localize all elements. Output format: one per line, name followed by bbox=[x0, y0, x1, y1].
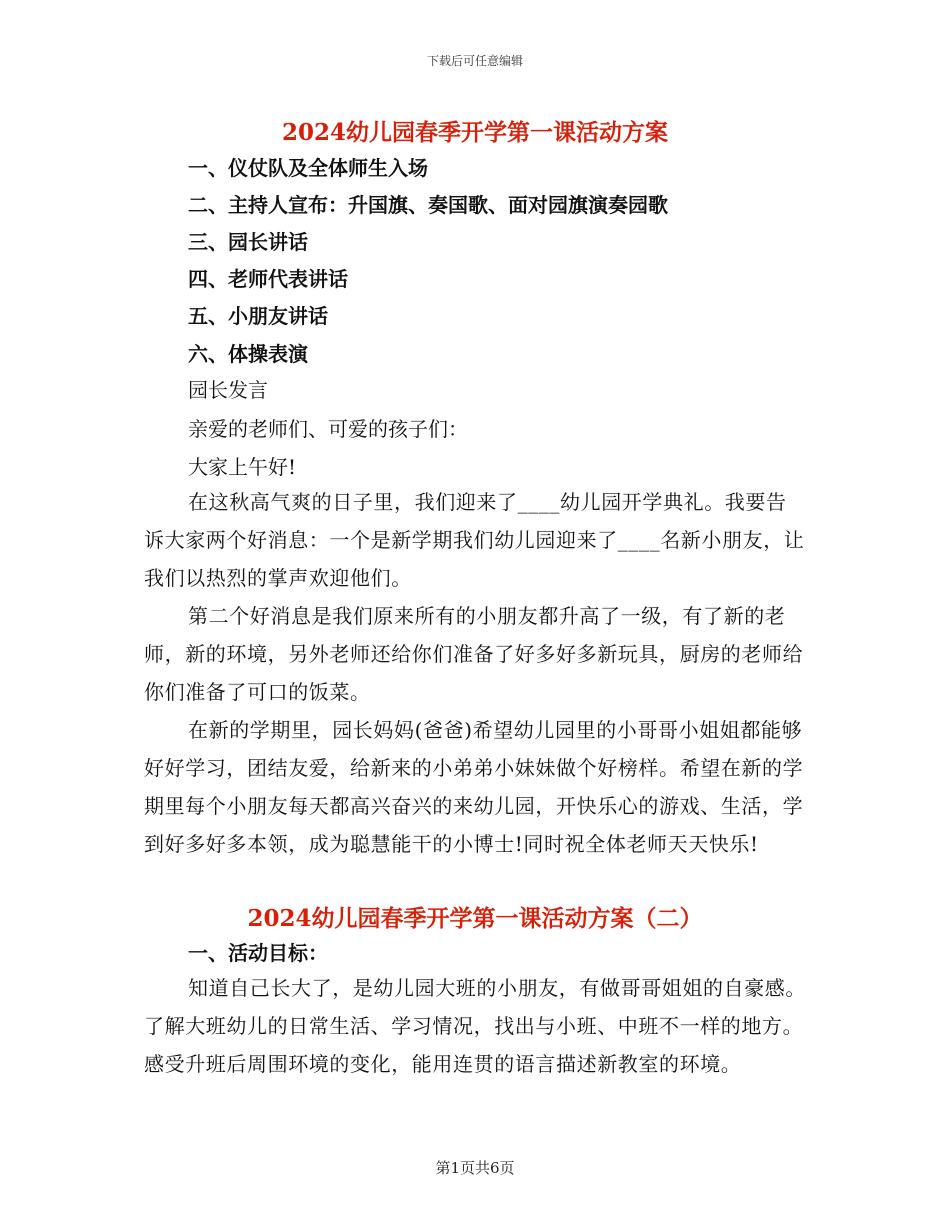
speech-paragraph: 在这秋高气爽的日子里，我们迎来了____幼儿园开学典礼。我要告诉大家两个好消息：一个是新学期我们幼儿园迎来了____名新小朋友，让我们以热烈的掌声欢迎他们。 bbox=[144, 490, 805, 590]
salutation: 亲爱的老师们、可爱的孩子们： bbox=[188, 417, 468, 441]
speech-paragraph: 在新的学期里，园长妈妈(爸爸)希望幼儿园里的小哥哥小姐姐都能够好好学习，团结友爱，给新来的小弟弟小妹妹做个好榜样。希望在新的学期里每个小朋友每天都高兴奋兴的来幼儿园，开快乐心的游戏、生活，学到好多好多本领，成为聪慧能干的小博士!同时祝全体老师天天快乐! bbox=[144, 718, 804, 856]
section-heading: 一、活动目标： bbox=[188, 941, 328, 965]
program-item: 一、仪仗队及全体师生入场 bbox=[188, 156, 428, 180]
header-note: 下载后可任意编辑 bbox=[426, 54, 523, 68]
section-title: 2024幼儿园春季开学第一课活动方案（二） bbox=[247, 905, 703, 932]
goal-paragraph: 知道自己长大了，是幼儿园大班的小朋友，有做哥哥姐姐的自豪感。了解大班幼儿的日常生活、学习情况，找出与小班、中班不一样的地方。感受升班后周围环境的变化，能用连贯的语言描述新教室的环境。 bbox=[144, 976, 806, 1076]
program-item: 四、老师代表讲话 bbox=[188, 267, 348, 291]
document-title: 2024幼儿园春季开学第一课活动方案 bbox=[281, 119, 668, 146]
speech-heading: 园长发言 bbox=[188, 378, 268, 402]
greeting: 大家上午好! bbox=[188, 455, 297, 479]
page-footer: 第1页共6页 bbox=[435, 1159, 515, 1177]
program-item: 三、园长讲话 bbox=[188, 230, 308, 254]
program-item: 六、体操表演 bbox=[188, 342, 308, 366]
program-item: 五、小朋友讲话 bbox=[188, 304, 328, 328]
program-item: 二、主持人宣布：升国旗、奏国歌、面对园旗演奏园歌 bbox=[188, 193, 668, 217]
speech-paragraph: 第二个好消息是我们原来所有的小朋友都升高了一级，有了新的老师，新的环境，另外老师还给你们准备了好多好多新玩具，厨房的老师给你们准备了可口的饭菜。 bbox=[144, 604, 804, 704]
